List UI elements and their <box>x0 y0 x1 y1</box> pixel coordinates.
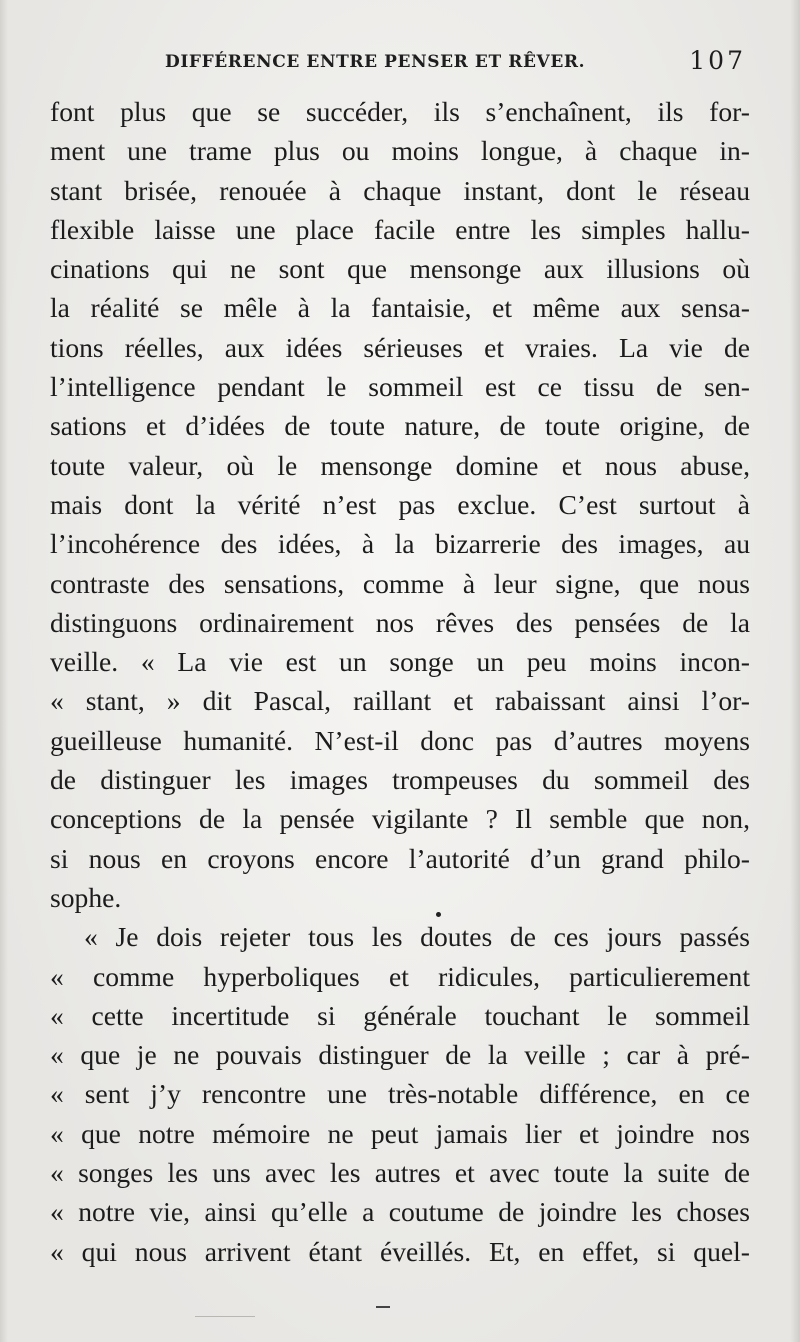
text-line: distinguons ordinairement nos rêves des pensées de la <box>50 606 750 638</box>
text-line: la réalité se mêle à la fantaisie, et même aux sensa- <box>50 292 750 324</box>
quote-line: « qui nous arrivent étant éveillés. Et, en effet, si quel- <box>50 1235 750 1267</box>
text-line: ment une trame plus ou moins longue, à chaque in- <box>50 135 750 167</box>
text-line: veille. « La vie est un songe un peu moins incon- <box>50 646 750 678</box>
quote-first-line: « Je dois rejeter tous les doutes de ces jours passés <box>84 921 750 953</box>
text-line: sations et d’idées de toute nature, de toute origine, de <box>50 410 750 442</box>
text-line: l’intelligence pendant le sommeil est ce tissu de sen- <box>50 371 750 403</box>
text-line: cinations qui ne sont que mensonge aux illusions où <box>50 253 750 285</box>
text-line: tions réelles, aux idées sérieuses et vraies. La vie de <box>50 331 750 363</box>
text-line: toute valeur, où le mensonge domine et nous abuse, <box>50 449 750 481</box>
page-edge-shadow-left <box>0 0 8 1342</box>
text-line: de distinguer les images trompeuses du sommeil des <box>50 764 750 796</box>
text-line: font plus que se succéder, ils s’enchaînent, ils for- <box>50 96 750 127</box>
page-number: 107 <box>689 46 746 75</box>
faint-bottom-mark <box>195 1316 255 1317</box>
text-line: contraste des sensations, comme à leur signe, que nous <box>50 567 750 599</box>
page-edge-shadow-right <box>790 0 800 1342</box>
text-line: mais dont la vérité n’est pas exclue. C’est surtout à <box>50 488 750 520</box>
text-line: conceptions de la pensée vigilante ? Il semble que non, <box>50 803 750 835</box>
quote-line: « que je ne pouvais distinguer de la veille ; car à pré- <box>50 1039 750 1071</box>
running-head <box>50 46 750 78</box>
text-line: gueilleuse humanité. N’est-il donc pas d’autres moyens <box>50 724 750 756</box>
quote-line: « notre vie, ainsi qu’elle a coutume de joindre les choses <box>50 1196 750 1228</box>
running-title: DIFFÉRENCE ENTRE PENSER ET RÊVER. <box>165 52 586 72</box>
ink-speck <box>436 912 441 917</box>
quote-line: « que notre mémoire ne peut jamais lier et joindre nos <box>50 1117 750 1149</box>
quote-line: « songes les uns avec les autres et avec toute la suite de <box>50 1157 750 1189</box>
text-line: flexible laisse une place facile entre les simples hallu- <box>50 213 750 245</box>
quote-line: « cette incertitude si générale touchant le sommeil <box>50 999 750 1031</box>
paragraph-last-line: sophe. <box>50 881 122 913</box>
bottom-rule-mark <box>376 1306 390 1308</box>
body-text <box>50 92 750 1271</box>
quote-line: « comme hyperboliques et ridicules, particulierement <box>50 960 750 992</box>
quote-line: « sent j’y rencontre une très-notable différence, en ce <box>50 1078 750 1110</box>
text-line: l’incohérence des idées, à la bizarrerie des images, au <box>50 528 750 560</box>
text-line: stant brisée, renouée à chaque instant, dont le réseau <box>50 174 750 206</box>
text-line: « stant, » dit Pascal, raillant et rabaissant ainsi l’or- <box>50 685 750 717</box>
text-line: si nous en croyons encore l’autorité d’un grand philo- <box>50 842 750 874</box>
